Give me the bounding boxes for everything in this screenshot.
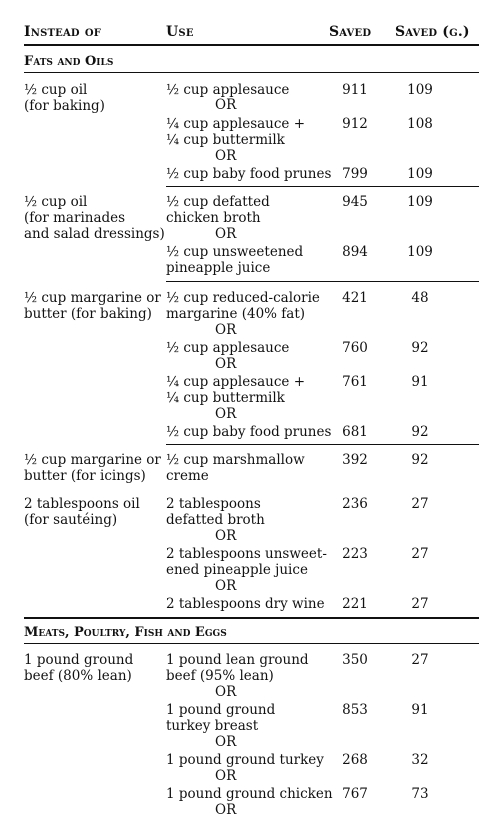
saved-g-value: 92 bbox=[411, 340, 429, 356]
instead-text: 1 pound ground bbox=[24, 652, 134, 668]
use-text: ¼ cup applesauce + bbox=[166, 116, 306, 132]
saved-g-value: 27 bbox=[411, 652, 429, 668]
use-text: chicken broth bbox=[166, 210, 261, 226]
instead-text: and salad dressings) bbox=[24, 226, 165, 242]
section-title: Fats and Oils bbox=[24, 54, 114, 69]
saved-g-value: 27 bbox=[411, 546, 429, 562]
or-label: OR bbox=[215, 578, 237, 594]
use-text: ½ cup marshmallow bbox=[166, 452, 305, 468]
or-label: OR bbox=[215, 226, 237, 242]
header-saved-grams: Saved (g.) bbox=[395, 24, 470, 40]
or-label: OR bbox=[215, 802, 237, 818]
saved-value: 268 bbox=[342, 752, 368, 768]
section-rule bbox=[24, 643, 479, 644]
saved-g-value: 73 bbox=[411, 786, 429, 802]
saved-value: 853 bbox=[342, 702, 368, 718]
or-label: OR bbox=[215, 768, 237, 784]
use-text: 2 tablespoons unsweet- bbox=[166, 546, 327, 562]
instead-text: ½ cup margarine or bbox=[24, 452, 161, 468]
saved-g-value: 92 bbox=[411, 424, 429, 440]
or-label: OR bbox=[215, 97, 237, 113]
instead-text: (for sautéing) bbox=[24, 512, 118, 528]
use-text: margarine (40% fat) bbox=[166, 306, 306, 322]
saved-g-value: 91 bbox=[411, 374, 429, 390]
saved-value: 223 bbox=[342, 546, 368, 562]
use-text: ¼ cup buttermilk bbox=[166, 132, 285, 148]
saved-g-value: 32 bbox=[411, 752, 429, 768]
section-title: Meats, Poultry, Fish and Eggs bbox=[24, 625, 227, 640]
use-text: pineapple juice bbox=[166, 260, 271, 276]
saved-g-value: 48 bbox=[411, 290, 429, 306]
section-rule bbox=[24, 72, 479, 73]
or-label: OR bbox=[215, 322, 237, 338]
header-saved: Saved bbox=[329, 24, 372, 40]
saved-value: 221 bbox=[342, 596, 368, 612]
saved-value: 911 bbox=[342, 82, 368, 98]
saved-g-value: 109 bbox=[407, 166, 433, 182]
saved-value: 421 bbox=[342, 290, 368, 306]
or-label: OR bbox=[215, 148, 237, 164]
saved-g-value: 92 bbox=[411, 452, 429, 468]
use-text: ½ cup defatted bbox=[166, 194, 270, 210]
or-label: OR bbox=[215, 684, 237, 700]
instead-text: beef (80% lean) bbox=[24, 668, 132, 684]
use-text: 2 tablespoons bbox=[166, 496, 261, 512]
use-text: 1 pound lean ground bbox=[166, 652, 309, 668]
use-text: turkey breast bbox=[166, 718, 259, 734]
section-rule bbox=[24, 617, 479, 619]
header-rule bbox=[24, 44, 479, 46]
use-text: ½ cup applesauce bbox=[166, 82, 290, 98]
use-text: ¼ cup buttermilk bbox=[166, 390, 285, 406]
use-text: 1 pound ground bbox=[166, 702, 276, 718]
use-text: 1 pound ground turkey bbox=[166, 752, 324, 768]
use-text: ened pineapple juice bbox=[166, 562, 308, 578]
use-text: ¼ cup applesauce + bbox=[166, 374, 306, 390]
or-label: OR bbox=[215, 406, 237, 422]
instead-text: (for baking) bbox=[24, 98, 105, 114]
instead-text: 2 tablespoons oil bbox=[24, 496, 140, 512]
saved-g-value: 109 bbox=[407, 82, 433, 98]
use-text: ½ cup applesauce bbox=[166, 340, 290, 356]
use-text: 1 pound ground chicken bbox=[166, 786, 333, 802]
use-text: ½ cup unsweetened bbox=[166, 244, 304, 260]
saved-g-value: 109 bbox=[407, 244, 433, 260]
saved-value: 799 bbox=[342, 166, 368, 182]
or-label: OR bbox=[215, 528, 237, 544]
saved-value: 760 bbox=[342, 340, 368, 356]
saved-value: 236 bbox=[342, 496, 368, 512]
or-label: OR bbox=[215, 734, 237, 750]
saved-g-value: 27 bbox=[411, 496, 429, 512]
instead-text: ½ cup oil bbox=[24, 194, 88, 210]
row-rule bbox=[166, 186, 479, 187]
use-text: ½ cup reduced-calorie bbox=[166, 290, 320, 306]
saved-g-value: 108 bbox=[407, 116, 433, 132]
or-label: OR bbox=[215, 356, 237, 372]
instead-text: butter (for icings) bbox=[24, 468, 146, 484]
instead-text: butter (for baking) bbox=[24, 306, 152, 322]
header-instead-of: Instead of bbox=[24, 24, 102, 40]
saved-value: 392 bbox=[342, 452, 368, 468]
row-rule bbox=[166, 281, 479, 282]
use-text: beef (95% lean) bbox=[166, 668, 274, 684]
saved-value: 350 bbox=[342, 652, 368, 668]
saved-value: 761 bbox=[342, 374, 368, 390]
use-text: 2 tablespoons dry wine bbox=[166, 596, 325, 612]
instead-text: ½ cup margarine or bbox=[24, 290, 161, 306]
use-text: creme bbox=[166, 468, 209, 484]
use-text: defatted broth bbox=[166, 512, 265, 528]
instead-text: (for marinades bbox=[24, 210, 126, 226]
saved-value: 767 bbox=[342, 786, 368, 802]
saved-g-value: 27 bbox=[411, 596, 429, 612]
saved-value: 945 bbox=[342, 194, 368, 210]
use-text: ½ cup baby food prunes bbox=[166, 424, 332, 440]
header-use: Use bbox=[166, 24, 194, 40]
saved-g-value: 109 bbox=[407, 194, 433, 210]
saved-value: 912 bbox=[342, 116, 368, 132]
row-rule bbox=[166, 444, 479, 445]
instead-text: ½ cup oil bbox=[24, 82, 88, 98]
use-text: ½ cup baby food prunes bbox=[166, 166, 332, 182]
saved-value: 894 bbox=[342, 244, 368, 260]
saved-g-value: 91 bbox=[411, 702, 429, 718]
saved-value: 681 bbox=[342, 424, 368, 440]
